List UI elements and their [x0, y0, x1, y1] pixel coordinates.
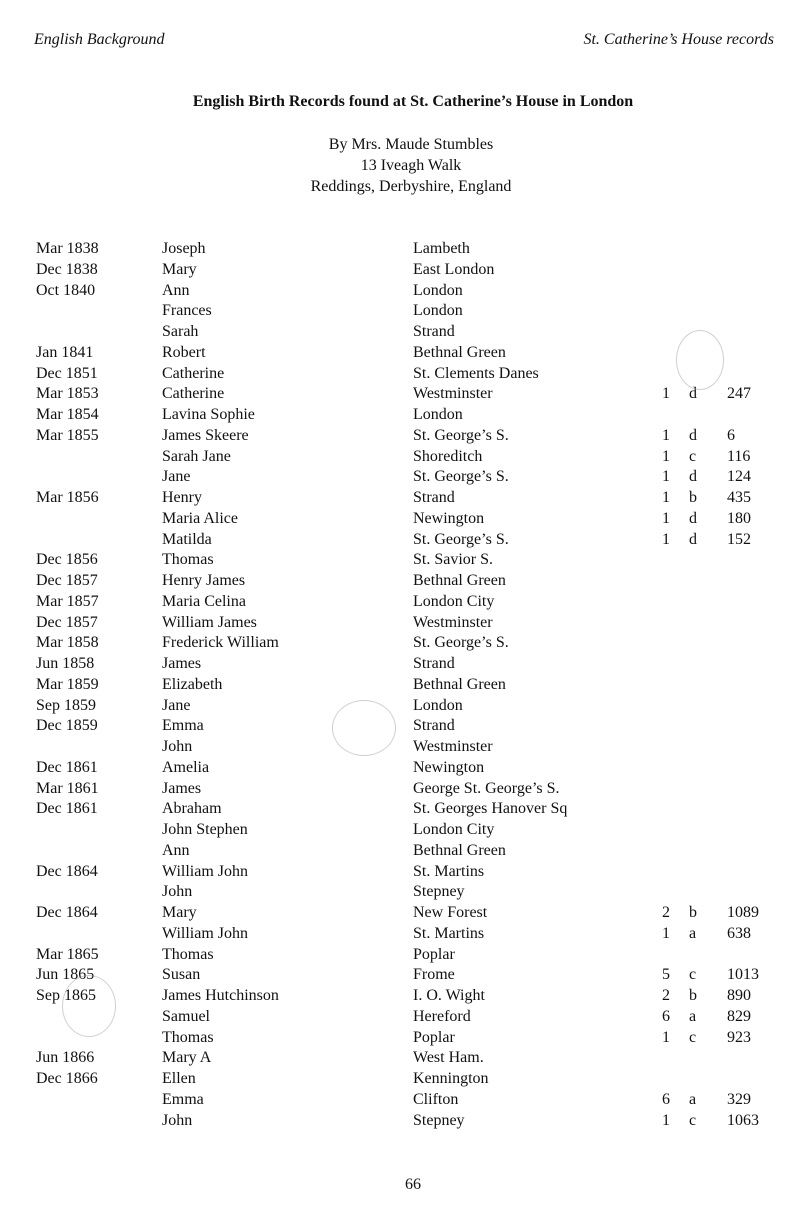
record-name: Jane — [162, 696, 191, 714]
record-page: 435 — [727, 489, 751, 506]
record-date: Sep 1859 — [36, 696, 96, 714]
record-place: St. Martins — [413, 862, 485, 880]
record-name: James — [162, 655, 202, 672]
record-letter: d — [689, 509, 697, 527]
record-date: Mar 1857 — [36, 592, 99, 610]
record-date: Mar 1856 — [36, 489, 99, 506]
record-name: Frederick William — [162, 634, 279, 652]
record-place: Strand — [413, 489, 455, 506]
table-row — [0, 467, 800, 488]
record-name: John — [162, 883, 193, 901]
record-name: William John — [162, 924, 249, 942]
byline-town: Reddings, Derbyshire, England — [310, 178, 512, 195]
record-place: Strand — [413, 323, 455, 340]
table-row — [0, 903, 800, 924]
record-date: Dec 1866 — [36, 1070, 98, 1087]
byline-address: 13 Iveagh Walk — [360, 157, 462, 174]
record-date: Mar 1855 — [36, 426, 99, 444]
record-name: Henry — [162, 489, 202, 506]
record-name: Matilda — [162, 530, 212, 548]
table-row — [0, 322, 800, 343]
record-place: Kennington — [413, 1070, 489, 1087]
record-volume: 1 — [662, 468, 670, 486]
record-volume: 5 — [662, 966, 670, 984]
record-name: Ellen — [162, 1070, 196, 1087]
scan-smudge — [332, 700, 396, 756]
record-place: New Forest — [413, 904, 488, 921]
record-place: Shoreditch — [413, 447, 483, 465]
record-place: Stepney — [413, 1111, 465, 1129]
record-page: 1013 — [727, 966, 759, 984]
record-letter: d — [689, 426, 697, 444]
table-row — [0, 405, 800, 426]
record-volume: 6 — [662, 1090, 670, 1108]
record-date: Jun 1858 — [36, 655, 95, 672]
record-date: Dec 1859 — [36, 717, 98, 735]
table-row — [0, 1007, 800, 1028]
record-date: Dec 1851 — [36, 364, 98, 382]
table-row — [0, 281, 800, 302]
record-date: Mar 1861 — [36, 779, 99, 797]
table-row — [0, 737, 800, 758]
record-volume: 1 — [662, 530, 670, 548]
record-place: London — [413, 281, 463, 299]
table-row — [0, 633, 800, 654]
record-letter: a — [689, 1090, 697, 1108]
record-letter: d — [689, 468, 697, 486]
record-volume: 1 — [662, 385, 670, 403]
record-volume: 2 — [662, 987, 670, 1004]
record-date: Mar 1859 — [36, 675, 99, 693]
record-letter: b — [689, 904, 697, 921]
table-row — [0, 779, 800, 800]
record-name: Jane — [162, 468, 191, 486]
record-name: James Hutchinson — [162, 987, 279, 1004]
record-name: Samuel — [162, 1007, 210, 1025]
table-row — [0, 1069, 800, 1090]
record-name: Amelia — [162, 758, 210, 776]
table-row — [0, 882, 800, 903]
table-row — [0, 592, 800, 613]
record-letter: d — [689, 530, 697, 548]
record-date: Mar 1838 — [36, 240, 99, 257]
record-page: 829 — [727, 1007, 751, 1025]
record-place: Newington — [413, 758, 485, 776]
record-volume: 6 — [662, 1007, 670, 1025]
record-name: Sarah — [162, 323, 199, 340]
table-row — [0, 260, 800, 281]
record-date: Dec 1861 — [36, 800, 98, 818]
table-row — [0, 550, 800, 571]
record-letter: b — [689, 489, 697, 506]
record-place: St. Savior S. — [413, 551, 494, 569]
record-place: George St. George’s S. — [413, 779, 560, 797]
table-row — [0, 758, 800, 779]
record-page: 1089 — [727, 904, 759, 921]
scan-smudge — [62, 975, 116, 1037]
record-volume: 1 — [662, 1111, 670, 1129]
record-place: London — [413, 696, 463, 714]
record-page: 638 — [727, 924, 751, 942]
record-date: Dec 1838 — [36, 260, 98, 278]
record-place: Hereford — [413, 1007, 471, 1025]
record-place: St. George’s S. — [413, 634, 509, 652]
record-place: London City — [413, 592, 495, 610]
record-place: St. Martins — [413, 924, 485, 942]
record-letter: b — [689, 987, 697, 1004]
table-row — [0, 301, 800, 322]
record-place: Poplar — [413, 945, 455, 963]
record-volume: 1 — [662, 924, 670, 942]
record-page: 6 — [727, 426, 735, 444]
record-place: Lambeth — [413, 240, 470, 257]
record-date: Mar 1853 — [36, 385, 99, 403]
table-row — [0, 613, 800, 634]
record-place: London City — [413, 821, 495, 838]
record-name: Thomas — [162, 945, 214, 963]
record-date: Dec 1857 — [36, 572, 98, 589]
record-name: Mary — [162, 260, 197, 278]
record-place: Westminster — [413, 738, 493, 755]
record-place: East London — [413, 260, 495, 278]
table-row — [0, 862, 800, 883]
record-date: Oct 1840 — [36, 281, 96, 299]
record-date: Sep 1865 — [36, 987, 96, 1004]
record-name: Thomas — [162, 551, 214, 569]
record-page: 152 — [727, 530, 751, 548]
record-name: John Stephen — [162, 821, 248, 838]
record-volume: 1 — [662, 509, 670, 527]
table-row — [0, 716, 800, 737]
record-page: 247 — [727, 385, 751, 403]
table-row — [0, 1111, 800, 1132]
table-row — [0, 447, 800, 468]
table-row — [0, 820, 800, 841]
record-name: Ann — [162, 281, 190, 299]
record-place: Strand — [413, 717, 455, 735]
record-place: St. George’s S. — [413, 530, 509, 548]
record-name: Maria Celina — [162, 592, 246, 610]
record-letter: c — [689, 1028, 697, 1046]
record-letter: d — [689, 385, 697, 403]
record-name: Henry James — [162, 572, 246, 589]
byline-author: By Mrs. Maude Stumbles — [328, 136, 494, 153]
record-place: I. O. Wight — [413, 987, 485, 1004]
record-date: Dec 1864 — [36, 904, 98, 921]
record-date: Dec 1856 — [36, 551, 98, 569]
record-place: Westminster — [413, 613, 493, 631]
record-letter: a — [689, 1007, 697, 1025]
record-date: Mar 1865 — [36, 945, 99, 963]
record-letter: c — [689, 1111, 697, 1129]
record-name: Catherine — [162, 385, 225, 403]
table-row — [0, 1028, 800, 1049]
record-place: West Ham. — [413, 1049, 484, 1067]
record-volume: 1 — [662, 1028, 670, 1046]
record-place: St. George’s S. — [413, 426, 509, 444]
scan-smudge — [676, 330, 724, 390]
record-name: James — [162, 779, 202, 797]
record-date: Jun 1865 — [36, 966, 95, 984]
table-row — [0, 841, 800, 862]
table-row — [0, 509, 800, 530]
record-place: Bethnal Green — [413, 572, 506, 589]
record-page: 1063 — [727, 1111, 759, 1129]
running-header-right: St. Catherine’s House records — [583, 31, 774, 48]
record-name: Susan — [162, 966, 201, 984]
record-name: Mary A — [162, 1049, 212, 1067]
record-place: Strand — [413, 655, 455, 672]
record-place: Bethnal Green — [413, 343, 506, 361]
record-name: Emma — [162, 717, 204, 735]
table-row — [0, 426, 800, 447]
record-name: William John — [162, 862, 249, 880]
record-name: Abraham — [162, 800, 222, 818]
record-name: Mary — [162, 904, 197, 921]
record-name: Frances — [162, 302, 212, 320]
record-letter: c — [689, 966, 697, 984]
record-name: John — [162, 1111, 193, 1129]
record-name: Catherine — [162, 364, 225, 382]
record-volume: 1 — [662, 489, 670, 506]
record-page: 923 — [727, 1028, 751, 1046]
record-name: Sarah Jane — [162, 447, 231, 465]
record-name: Thomas — [162, 1028, 214, 1046]
table-row — [0, 384, 800, 405]
record-date: Dec 1861 — [36, 758, 98, 776]
record-page: 180 — [727, 509, 751, 527]
record-volume: 1 — [662, 426, 670, 444]
record-place: London — [413, 302, 463, 320]
table-row — [0, 799, 800, 820]
record-place: St. George’s S. — [413, 468, 509, 486]
record-name: William James — [162, 613, 257, 631]
table-row — [0, 488, 800, 509]
record-place: London — [413, 406, 463, 423]
table-row — [0, 530, 800, 551]
record-date: Jun 1866 — [36, 1049, 95, 1067]
record-name: Joseph — [162, 240, 206, 257]
record-name: John — [162, 738, 193, 755]
record-page: 124 — [727, 468, 751, 486]
record-date: Jan 1841 — [36, 343, 94, 361]
record-name: Robert — [162, 343, 206, 361]
record-place: Bethnal Green — [413, 675, 506, 693]
table-row — [0, 1090, 800, 1111]
record-name: Maria Alice — [162, 509, 238, 527]
record-place: St. Clements Danes — [413, 364, 539, 382]
table-row — [0, 965, 800, 986]
record-place: Newington — [413, 509, 485, 527]
record-place: St. Georges Hanover Sq — [413, 800, 568, 818]
table-row — [0, 675, 800, 696]
record-date: Mar 1854 — [36, 406, 99, 423]
byline — [0, 134, 800, 197]
record-place: Bethnal Green — [413, 841, 506, 859]
record-volume: 1 — [662, 447, 670, 465]
table-row — [0, 654, 800, 675]
record-name: James Skeere — [162, 426, 249, 444]
record-date: Dec 1857 — [36, 613, 98, 631]
record-name: Ann — [162, 841, 190, 859]
record-letter: a — [689, 924, 697, 942]
table-row — [0, 924, 800, 945]
record-place: Poplar — [413, 1028, 455, 1046]
record-page: 116 — [727, 447, 751, 465]
record-place: Clifton — [413, 1090, 459, 1108]
table-row — [0, 239, 800, 260]
page-number: 66 — [405, 1176, 421, 1193]
table-row — [0, 696, 800, 717]
table-row — [0, 1048, 800, 1069]
record-place: Frome — [413, 966, 455, 984]
record-page: 329 — [727, 1090, 751, 1108]
record-place: Westminster — [413, 385, 493, 403]
record-letter: c — [689, 447, 697, 465]
record-page: 890 — [727, 987, 751, 1004]
table-row — [0, 986, 800, 1007]
record-name: Lavina Sophie — [162, 406, 255, 423]
document-title: English Birth Records found at St. Catherine’s House in London — [192, 93, 634, 110]
table-row — [0, 945, 800, 966]
record-date: Dec 1864 — [36, 862, 98, 880]
running-header-left: English Background — [34, 31, 165, 48]
table-row — [0, 571, 800, 592]
record-volume: 2 — [662, 904, 670, 921]
record-name: Elizabeth — [162, 675, 223, 693]
record-date: Mar 1858 — [36, 634, 99, 652]
record-place: Stepney — [413, 883, 465, 901]
record-name: Emma — [162, 1090, 204, 1108]
